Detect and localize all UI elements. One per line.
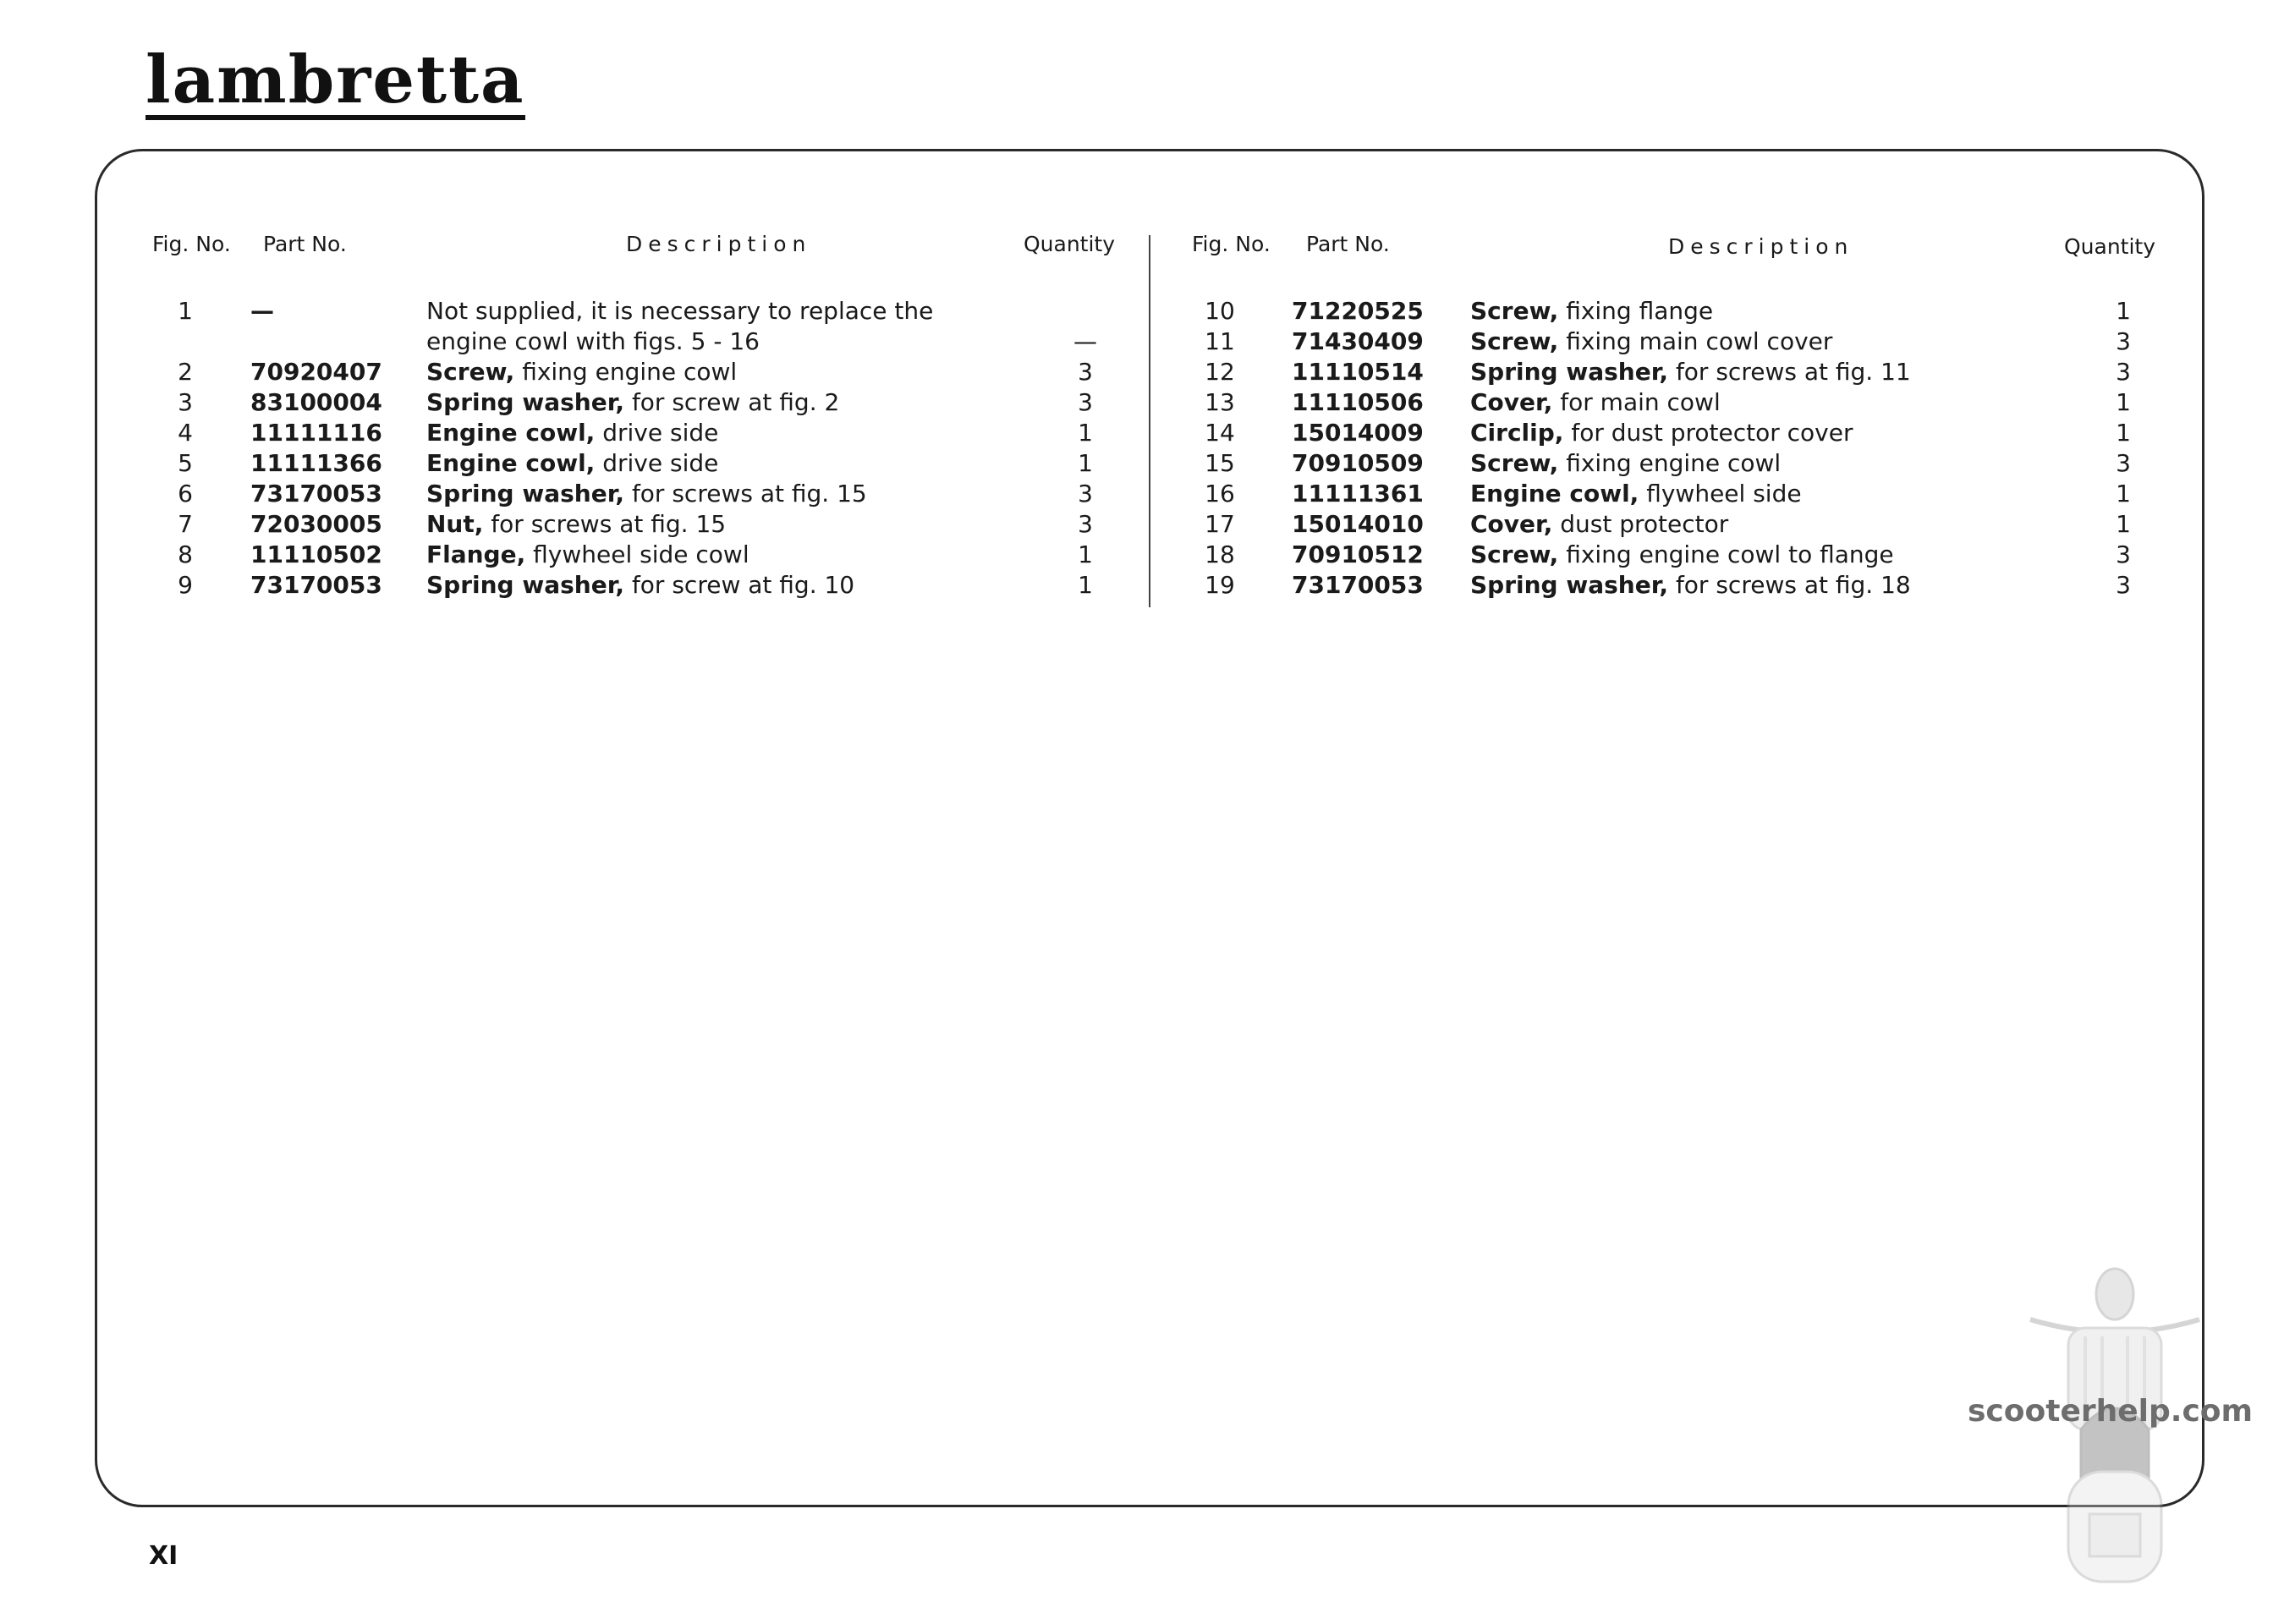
fig-number: 5 — [178, 449, 193, 477]
description — [1470, 540, 1894, 570]
description-text: for screws at fig. 15 — [491, 510, 727, 538]
quantity: 1 — [2116, 480, 2131, 508]
part-number: 70910512 — [1292, 540, 1424, 568]
left-header-fig-no: Fig. No. — [152, 232, 231, 256]
description-text: flywheel side — [1646, 480, 1802, 508]
description — [1470, 326, 1832, 357]
part-number: 73170053 — [1292, 571, 1424, 599]
quantity: 3 — [1078, 480, 1093, 508]
watermark-text: scooterhelp.com — [1968, 1394, 2254, 1429]
part-number: 11111361 — [1292, 480, 1424, 508]
table-row — [0, 357, 2284, 387]
fig-number: 19 — [1205, 571, 1235, 599]
description — [1470, 509, 1728, 540]
part-number: — — [250, 297, 274, 325]
description-bold: Spring washer, — [426, 480, 625, 508]
fig-number: 16 — [1205, 480, 1235, 508]
fig-number: 8 — [178, 540, 193, 568]
quantity: 1 — [2116, 388, 2131, 416]
description-bold: Engine cowl, — [426, 419, 596, 447]
table-row — [0, 570, 2284, 601]
description-bold: Spring washer, — [1470, 358, 1669, 386]
table-row — [0, 326, 2284, 357]
description — [1470, 387, 1721, 418]
description-bold: Cover, — [1470, 388, 1553, 416]
part-number: 72030005 — [250, 510, 382, 538]
part-number: 11110514 — [1292, 358, 1424, 386]
description — [1470, 570, 1911, 601]
fig-number: 14 — [1205, 419, 1235, 447]
part-number: 83100004 — [250, 388, 382, 416]
part-number: 11110506 — [1292, 388, 1424, 416]
description-text: for main cowl — [1560, 388, 1721, 416]
fig-number: 12 — [1205, 358, 1235, 386]
right-header-quantity: Quantity — [2064, 234, 2156, 259]
description-bold: Cover, — [1470, 510, 1553, 538]
fig-number: 3 — [178, 388, 193, 416]
description-text: engine cowl with figs. 5 - 16 — [426, 327, 760, 355]
scooter-illustration — [2022, 1260, 2208, 1599]
quantity: 3 — [2116, 540, 2131, 568]
description-bold: Spring washer, — [426, 388, 625, 416]
table-row — [0, 448, 2284, 479]
description-text: fixing engine cowl — [522, 358, 738, 386]
fig-number: 17 — [1205, 510, 1235, 538]
right-header-part-no: Part No. — [1306, 232, 1390, 256]
right-header-description: Description — [1668, 234, 1854, 259]
part-number: 70920407 — [250, 358, 382, 386]
description — [1470, 479, 1802, 509]
table-row — [0, 296, 2284, 326]
description-bold: Screw, — [1470, 327, 1559, 355]
fig-number: 1 — [178, 297, 193, 325]
quantity: — — [1073, 327, 1097, 355]
quantity: 1 — [1078, 419, 1093, 447]
fig-number: 18 — [1205, 540, 1235, 568]
part-number: 15014009 — [1292, 419, 1424, 447]
part-number: 73170053 — [250, 480, 382, 508]
description-bold: Engine cowl, — [1470, 480, 1639, 508]
part-number: 15014010 — [1292, 510, 1424, 538]
brand-logo: lambretta — [145, 41, 525, 118]
description-text: for screws at fig. 15 — [631, 480, 867, 508]
description-bold: Engine cowl, — [426, 449, 596, 477]
quantity: 3 — [2116, 358, 2131, 386]
description-text: fixing main cowl cover — [1566, 327, 1833, 355]
table-row — [0, 418, 2284, 448]
description-bold: Spring washer, — [1470, 571, 1669, 599]
description — [1470, 357, 1911, 387]
fig-number: 9 — [178, 571, 193, 599]
quantity: 1 — [1078, 449, 1093, 477]
page-number: XI — [149, 1541, 178, 1571]
fig-number: 13 — [1205, 388, 1235, 416]
description-bold: Screw, — [426, 358, 515, 386]
description-text: fixing engine cowl — [1566, 449, 1782, 477]
quantity: 1 — [2116, 297, 2131, 325]
description-bold: Screw, — [1470, 540, 1559, 568]
table-row — [0, 387, 2284, 418]
description-text: for screws at fig. 11 — [1675, 358, 1911, 386]
fig-number: 10 — [1205, 297, 1235, 325]
description-bold: Circlip, — [1470, 419, 1564, 447]
left-header-quantity: Quantity — [1024, 232, 1116, 256]
quantity: 1 — [1078, 571, 1093, 599]
part-number: 11111116 — [250, 419, 382, 447]
description — [1470, 418, 1853, 448]
table-row — [0, 479, 2284, 509]
description — [1470, 296, 1713, 326]
description-text: flywheel side cowl — [533, 540, 749, 568]
description-bold: Screw, — [1470, 297, 1559, 325]
quantity: 3 — [2116, 571, 2131, 599]
part-number: 70910509 — [1292, 449, 1424, 477]
description-bold: Spring washer, — [426, 571, 625, 599]
description-bold: Flange, — [426, 540, 526, 568]
quantity: 3 — [2116, 327, 2131, 355]
table-row — [0, 540, 2284, 570]
fig-number: 2 — [178, 358, 193, 386]
description-text: Not supplied, it is necessary to replace the — [426, 297, 934, 325]
description-text: for screw at fig. 10 — [631, 571, 855, 599]
fig-number: 11 — [1205, 327, 1235, 355]
description-text: fixing flange — [1566, 297, 1714, 325]
left-header-part-no: Part No. — [263, 232, 347, 256]
table-row — [0, 509, 2284, 540]
quantity: 3 — [1078, 510, 1093, 538]
fig-number: 7 — [178, 510, 193, 538]
description-text: drive side — [602, 419, 719, 447]
part-number: 71430409 — [1292, 327, 1424, 355]
description-bold: Screw, — [1470, 449, 1559, 477]
part-number: 73170053 — [250, 571, 382, 599]
quantity: 3 — [1078, 388, 1093, 416]
fig-number: 6 — [178, 480, 193, 508]
quantity: 3 — [2116, 449, 2131, 477]
part-number: 11110502 — [250, 540, 382, 568]
quantity: 1 — [2116, 510, 2131, 538]
fig-number: 15 — [1205, 449, 1235, 477]
description-text: drive side — [602, 449, 719, 477]
description — [1470, 448, 1781, 479]
description-text: for dust protector cover — [1571, 419, 1853, 447]
left-header-description: Description — [626, 232, 812, 256]
part-number: 71220525 — [1292, 297, 1424, 325]
description-bold: Nut, — [426, 510, 484, 538]
right-header-fig-no: Fig. No. — [1192, 232, 1271, 256]
quantity: 3 — [1078, 358, 1093, 386]
quantity: 1 — [1078, 540, 1093, 568]
description-text: dust protector — [1560, 510, 1729, 538]
description-text: for screw at fig. 2 — [631, 388, 840, 416]
description-text: for screws at fig. 18 — [1675, 571, 1911, 599]
part-number: 11111366 — [250, 449, 382, 477]
quantity: 1 — [2116, 419, 2131, 447]
description-text: fixing engine cowl to flange — [1566, 540, 1894, 568]
fig-number: 4 — [178, 419, 193, 447]
